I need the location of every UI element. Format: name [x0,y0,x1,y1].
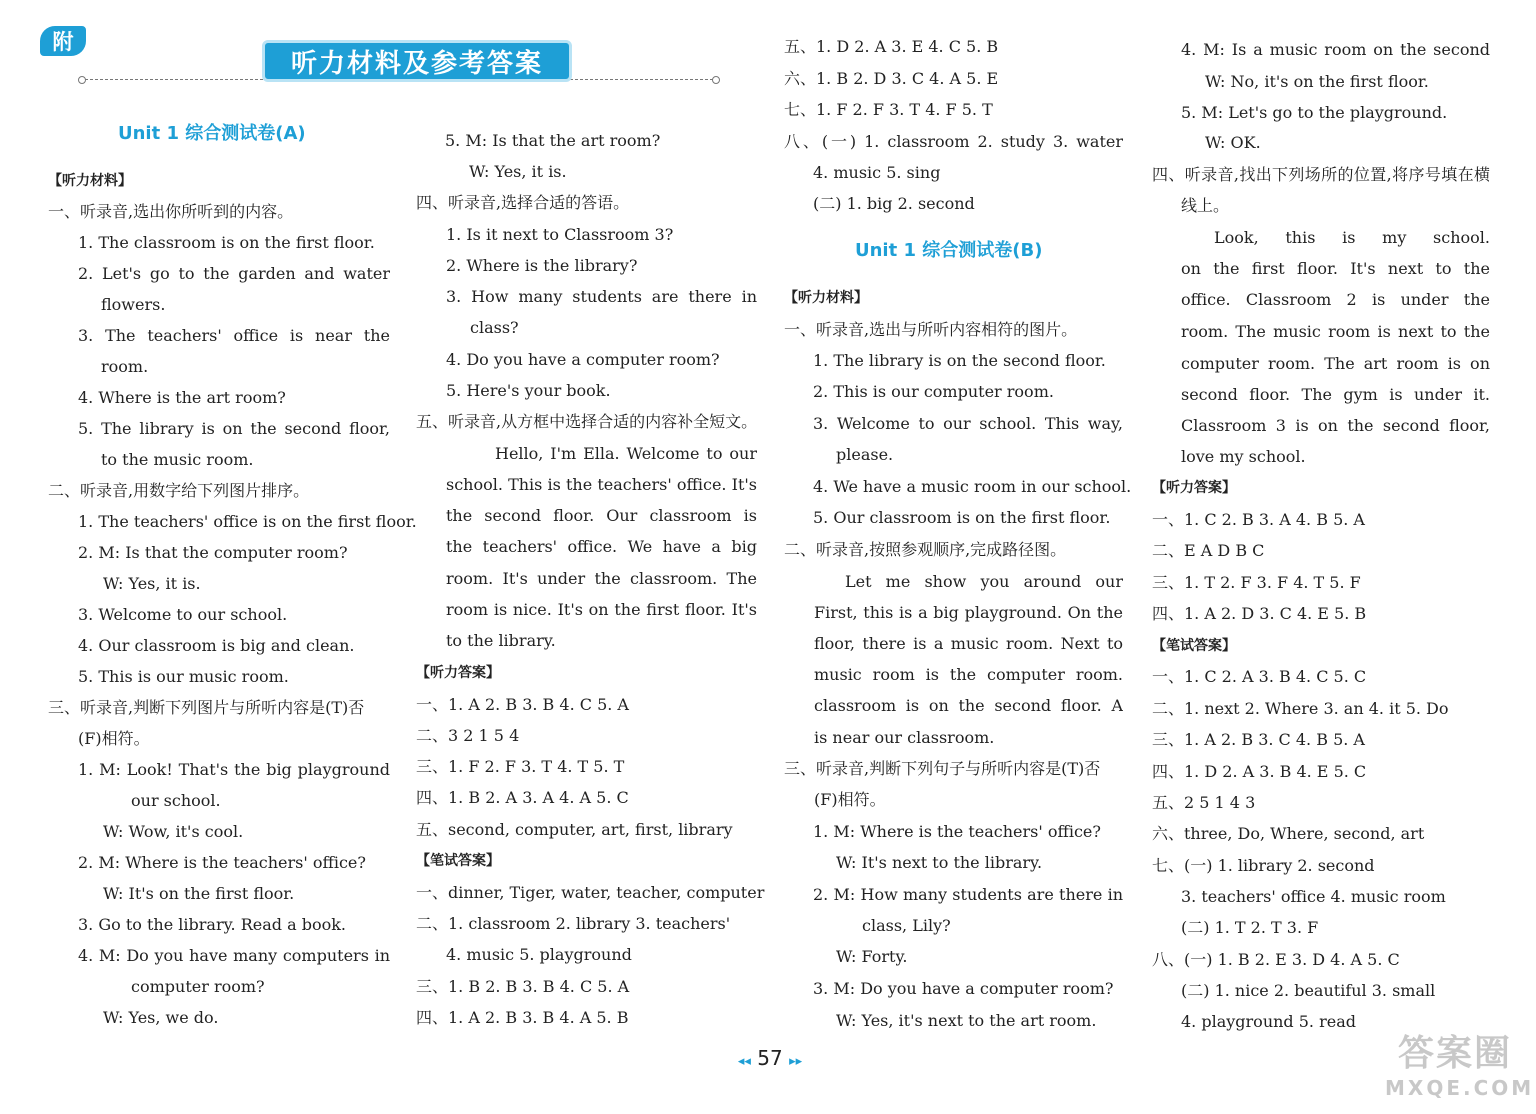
text-line: 2. Where is the library? [446,256,638,275]
text-line: Look, this is my school. [1214,228,1490,247]
text-line: room. It's under the classroom. The [446,569,757,588]
text-line: (二) 1. T 2. T 3. F [1181,918,1319,937]
text-line: on the first floor. It's next to the [1181,259,1490,278]
text-line: 四、1. A 2. B 3. B 4. A 5. B [416,1008,629,1027]
text-line: 3. Welcome to our school. This way, [813,414,1123,433]
text-line: computer room? [131,977,265,996]
text-line: 二、听录音,用数字给下列图片排序。 [48,481,310,500]
text-line: 2. M: Where is the teachers' office? [78,853,366,872]
text-line: 三、听录音,判断下列图片与所听内容是(T)否 [48,698,365,717]
text-line: 1. M: Look! That's the big playground [78,760,390,779]
text-line: 5. Here's your book. [446,381,611,400]
text-line: school. This is the teachers' office. It's [446,475,757,494]
text-line: 5. Our classroom is on the first floor. [813,508,1111,527]
text-line: 三、1. A 2. B 3. C 4. B 5. A [1152,730,1365,749]
text-line: W: Yes, it's next to the art room. [836,1011,1097,1030]
text-line: 四、听录音,找出下列场所的位置,将序号填在横 [1152,165,1490,184]
text-line: our school. [131,791,221,810]
text-line: 三、1. F 2. F 3. T 4. T 5. T [416,757,625,776]
subsection-label: 【笔试答案】 [416,853,500,869]
text-line: office. Classroom 2 is under the [1181,290,1490,309]
text-line: 八、(一) 1. classroom 2. study 3. water [784,132,1123,151]
text-line: W: It's next to the library. [836,853,1043,872]
text-line: (F)相符。 [814,790,886,809]
text-line: 四、听录音,选择合适的答语。 [416,193,630,212]
text-line: 1. The teachers' office is on the first floor. [78,512,417,531]
text-line: 三、1. B 2. B 3. B 4. C 5. A [416,977,630,996]
subsection-label: 【笔试答案】 [1152,638,1236,654]
text-line: room is nice. It's on the first floor. It's [446,600,757,619]
text-line: 4. Where is the art room? [78,388,286,407]
text-line: 4. Our classroom is big and clean. [78,636,355,655]
subsection-label: 【听力材料】 [784,290,868,306]
divider-dot [78,76,86,84]
text-line: 2. M: How many students are there in [813,885,1123,904]
subsection-label: 【听力答案】 [1152,480,1236,496]
section-heading: Unit 1 综合测试卷(A) [118,123,306,144]
text-line: 一、dinner, Tiger, water, teacher, computer [416,883,765,902]
subsection-label: 【听力答案】 [416,665,500,681]
text-line: 一、1. C 2. A 3. B 4. C 5. C [1152,667,1367,686]
text-line: 五、听录音,从方框中选择合适的内容补全短文。 [416,412,758,431]
page-number [720,1046,820,1070]
text-line: (二) 1. big 2. second [813,194,975,213]
text-line: 3. M: Do you have a computer room? [813,979,1114,998]
text-line: 3. The teachers' office is near the [78,326,390,345]
text-line: 4. music 5. playground [446,945,632,964]
subsection-label: 【听力材料】 [48,173,132,189]
text-line: 四、1. B 2. A 3. A 4. A 5. C [416,788,629,807]
text-line: 一、听录音,选出与所听内容相符的图片。 [784,320,1078,339]
text-line: floor, there is a music room. Next to [814,634,1123,653]
text-line: 2. Let's go to the garden and water [78,264,390,283]
text-line: W: It's on the first floor. [103,884,295,903]
page-number-value: 57 [757,1046,783,1070]
text-line: 七、1. F 2. F 3. T 4. F 5. T [784,100,993,119]
text-line: W: OK. [1205,133,1261,152]
text-line: 六、three, Do, Where, second, art [1152,824,1425,843]
text-line: W: Yes, it is. [103,574,201,593]
text-line: 3. Welcome to our school. [78,605,288,624]
text-line: 1. The library is on the second floor. [813,351,1106,370]
watermark-url: MXQE.COM [1385,1076,1535,1100]
text-line: 二、1. next 2. Where 3. an 4. it 5. Do [1152,699,1449,718]
text-line: 3. How many students are there in [446,287,757,306]
text-line: (F)相符。 [78,729,150,748]
text-line: please. [836,445,894,464]
text-line: 1. The classroom is on the first floor. [78,233,375,252]
watermark-logo: 答案圈 [1397,1033,1512,1074]
text-line: flowers. [101,295,166,314]
text-line: room. [101,357,149,376]
text-line: the teachers' office. We have a big [446,537,757,556]
text-line: 4. playground 5. read [1181,1012,1356,1031]
prev-arrow-icon: ◂◂ [737,1054,751,1069]
text-line: 2. M: Is that the computer room? [78,543,348,562]
text-line: W: Yes, it is. [469,162,567,181]
text-line: 5. The library is on the second floor, [78,419,390,438]
text-line: Let me show you around our [845,572,1123,591]
text-line: second floor. The gym is under it. [1181,385,1490,404]
text-line: W: No, it's on the first floor. [1205,72,1429,91]
text-line: to the music room. [101,450,254,469]
text-line: 三、1. T 2. F 3. F 4. T 5. F [1152,573,1361,592]
text-line: W: Yes, we do. [103,1008,219,1027]
text-line: (二) 1. nice 2. beautiful 3. small [1181,981,1436,1000]
text-line: Classroom 3 is on the second floor, [1181,416,1490,435]
text-line: 1. Is it next to Classroom 3? [446,225,674,244]
text-line: 5. M: Let's go to the playground. [1181,103,1448,122]
text-line: class, Lily? [862,916,951,935]
watermark [1385,1025,1535,1105]
text-line: 1. M: Where is the teachers' office? [813,822,1101,841]
text-line: 三、听录音,判断下列句子与所听内容是(T)否 [784,759,1101,778]
text-line: 六、1. B 2. D 3. C 4. A 5. E [784,69,999,88]
text-line: 二、1. classroom 2. library 3. teachers' [416,914,731,933]
text-line: 五、2 5 1 4 3 [1152,793,1256,812]
text-line: music room is the computer room. [814,665,1123,684]
text-line: 4. M: Do you have many computers in [78,946,390,965]
text-line: 四、1. D 2. A 3. B 4. E 5. C [1152,762,1367,781]
text-line: computer room. The art room is on [1181,354,1490,373]
text-line: class? [470,318,519,337]
text-line: 2. This is our computer room. [813,382,1054,401]
appendix-tag: 附 [40,26,86,56]
text-line: 一、1. C 2. B 3. A 4. B 5. A [1152,510,1365,529]
text-line: 4. Do you have a computer room? [446,350,720,369]
text-line: room. The music room is next to the [1181,322,1490,341]
text-line: 3. teachers' office 4. music room [1181,887,1446,906]
text-line: classroom is on the second floor. A [814,696,1123,715]
text-line: W: Forty. [836,947,908,966]
text-line: 4. We have a music room in our school. [813,477,1132,496]
text-line: 二、3 2 1 5 4 [416,726,520,745]
text-line: 一、1. A 2. B 3. B 4. C 5. A [416,695,629,714]
text-line: 二、E A D B C [1152,541,1265,560]
text-line: 5. This is our music room. [78,667,289,686]
section-heading: Unit 1 综合测试卷(B) [855,240,1043,261]
text-line: love my school. [1181,447,1306,466]
text-line: 线上。 [1181,196,1230,215]
text-line: 七、(一) 1. library 2. second [1152,856,1375,875]
divider-dot [712,76,720,84]
text-line: Hello, I'm Ella. Welcome to our [495,444,757,463]
text-line: 4. M: Is a music room on the second [1181,40,1490,59]
text-line: 3. Go to the library. Read a book. [78,915,346,934]
text-line: First, this is a big playground. On the [814,603,1123,622]
text-line: 五、1. D 2. A 3. E 4. C 5. B [784,37,999,56]
text-line: 一、听录音,选出你所听到的内容。 [48,202,294,221]
text-line: to the library. [446,631,556,650]
text-line: 八、(一) 1. B 2. E 3. D 4. A 5. C [1152,950,1400,969]
text-line: 四、1. A 2. D 3. C 4. E 5. B [1152,604,1367,623]
text-line: the second floor. Our classroom is [446,506,757,525]
text-line: 5. M: Is that the art room? [445,131,661,150]
text-line: is near our classroom. [814,728,995,747]
next-arrow-icon: ▸▸ [789,1054,803,1069]
page-title: 听力材料及参考答案 [262,40,572,82]
text-line: 五、second, computer, art, first, library [416,820,733,839]
text-line: 4. music 5. sing [813,163,941,182]
text-line: 二、听录音,按照参观顺序,完成路径图。 [784,540,1067,559]
text-line: W: Wow, it's cool. [103,822,244,841]
